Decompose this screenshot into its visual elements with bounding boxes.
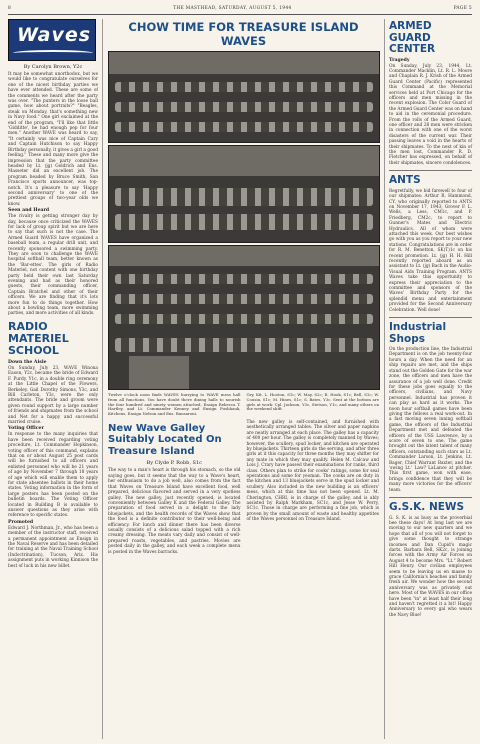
divider <box>389 317 472 318</box>
ants-text: Regretfully, we bid farewell to four of our shipmates: Arthur R. Hammond, CY, who originally reported to ANTS on November 17, 1943; Grover F. L. Wells, a Less, CM1c, and P. Friedberg, CM2c, to report to Gunner's Mates and Electric Hydraulics. All of whom were attached this week. Our best wishes go with you as you report to your new stations. Congratulations are in order for R. M. Benetton, SK(T)1c on his recent promotion. Lt. (jg) H. H. Hill recently reported aboard as an assistant to Lt. (jg) Bach in the Audio-Visual Aids Training Program. ANTS Waves take this opportunity to express their appreciation to the committee and sponsors of the Waves' Birthday Party for the splendid menu and entertainment provided for the Second Anniversary Celebration. Well done! <box>389 188 472 313</box>
chow-time-headline: CHOW TIME FOR TREASURE ISLAND WAVES <box>128 20 359 48</box>
waves-article-text: It may be somewhat unorthodox, but we would like to congratulate ourselves for one of the nicest birthday parties we have ever attended. These are some of the comments we heard after the party was over. "The punters in the loose ball game, how about portraits?" "Beagles, steak on Monday, that's something new in Navy food." One girl exclaimed at the end of the program, "I'll like that little 'Gidditte', he had enough pep for four men." Another WAVE was heard to say, "It certainly was nice of Captain Cary and Captain Hutchison to say Happy Birthday personally, it gives a girl a good feeling." These and many more give the impression that the party committee headed by Lt. (jg) Goldrich and Ens. Masseter did an excellent job. The program headed by Bruce Smith, San Francisco sports announcer, was top-notch. It's a pleasure to say 'Happy second anniversary' to one of the prettiest groups of two-year olds we know. <box>8 72 98 207</box>
wave-galley-headline: New Wave Galley Suitably Located On Treasure Island <box>108 422 222 457</box>
industrial-shops-text: On the production line, the Industrial Department is on the job twenty-four hours a day. When the need for an ship repairs are met, and the ships stand out the Golden Gate for the war zone, the officers and men have the assurance of a job well done. Credit for these jobs goes equally to the officers, civilians, and Navy personnel. Industrial has proven it can play as hard as it works. The noon hour softball games have been giving the fellows a real work-out. In a fast moving seven inning softball game, the officers of the Industrial Department met and defeated the officers of the USS Lawrence, by a score of seven to one. The game brought out the latent talent of many officers, outstanding such stars as Lt. Commander Larson, Lt. Jenkins, Lt. Bager, Chief Warrant Baxter, and the 'swing Lt.' Law? LaLance at pitcher. This first game, won with ease, brings confidence that they will be many more victories for the officers' team. <box>389 347 472 493</box>
industrial-shops-headline: Industrial Shops <box>389 321 447 345</box>
photo-mess-hall <box>108 51 380 143</box>
photo-caption-left: Twelve o'clock noon finds WAVES hurrying to WAVE mess hall from all functions. You have doubt there dining halls to nourish the four hundred and ninety women attached, Ensign Rebecca T. Hartley, and Lt. Commander Kenney and Ensign Pushhauk, Kitchens, Ensign Nelson and Ens. Bausaroni. <box>108 392 241 417</box>
photo-caption-right: Gry, Kit, L. Hooton, S1c; W. May, S2c; R. Hook, S1c; Bell, S1c; W. Cousin, S1c; M. Hines, S1c; S. Bates, Y3c. Sent at the bottom are girls at work: Cpl. Jackson, Y3c, Stetson, Y1c, and many others on the weekend shift. <box>246 392 379 412</box>
radio-materiel-headline: RADIO MATERIEL SCHOOL <box>8 319 69 357</box>
ants-headline: ANTS <box>389 174 421 187</box>
divider <box>389 170 472 171</box>
wave-galley-byline: By Clyde P. Robb, S1c <box>146 460 202 467</box>
photo-serving-line <box>108 145 380 243</box>
waves-logo-text: Waves <box>17 24 92 46</box>
waves-byline: By Carolyn Brown, Y2c <box>23 64 83 70</box>
radio-text-promoted: Edward J. Northman, Jr., who has been a member of the instructor staff, received a permanent appointment as Ensign in the Naval Reserve and has been detailed for training at the Naval Training School (Indoctrination), Tucson, Ariz. His assignment puts in working Kinnison the best of luck in his new billet. <box>8 525 98 569</box>
seen-heard-subhead: Seen and Heard <box>8 208 50 214</box>
galley-story-column-1 <box>108 420 241 555</box>
radio-text-voting: In response to the many inquiries that have been received regarding voting procedure, Lt. Commander Hopkinson, voting officer of this command, explains that on or about August 25 post cards will be furnished to all officers and enlisted personnel who will be 21 years of age by November 7 through 18 years of age which will enable them to apply for state absentee ballots in their home states. Voting information in the form of large posters has been posted on the bulletin boards. The Voting Officer located in Building B is available to answer questions as they arise with reference to specific states. <box>8 432 98 519</box>
gsk-news-text: G. S. K. is as busy as the proverbial bee these days! At long last we are moving to our new quarters and we hope that all of you will not forget to give some thought to strange incomes and Dan Cupid's magic darts. Barbara Bell, SK2c, is joining forces with the Army Air Forces on August 4 to become Mrs. "Lt." Robert Hill Henry. Our civilian employees seem to be leaving us en masse to grace California's beaches and family fresh air. We wonder how the second anniversary was as privately out here. Most of the WAVES in our office have been "in" at least half their long and haven't regretted it a bit! Happy Anniversary to every gal who wears the Navy Blue! <box>389 515 472 618</box>
armed-guard-headline: ARMED GUARD CENTER <box>389 20 436 55</box>
masthead-page: PAGE 5 <box>453 6 472 11</box>
galley-story-column-2 <box>247 420 380 555</box>
wave-galley-text-2: The new galley is self-contained, and furnished with aesthetically arranged tables. The silver and paper napkins are neatly arranged at each place. The galley has a capacity of 400 per hour. The galley is completely manned by Waves; however, the scullery, spud locker, and kitchen are operated by bluejackets. Thirteen girls do the serving, and after three girls at it this capacity for three months they may shifter for any mate in which they may qualify. Helen M. Calcaw and Lois J. Crary have passed their examinations for ranks, third class. Others plan to strike for cooks' ratings, some for seal operations and some for yeoman. The cooks are on duty in the kitchen and 13 bluejackets serve in the spud locker and scullery. Also included in the new building is an officers' mess, which at this time has not been opened. Lt. M. Cherington, CHRI, is in charge of the galley, and is ably assisted by Ralph Markham, SC1c, and Jesse W. Perry, SC1c. Those in charge are performing a fine job, which is proven by the small amount of waste and healthy appetites of the Waves personnel on Treasure Island. <box>246 419 379 523</box>
radio-subhead-promoted: Promoted <box>8 519 34 525</box>
right-column <box>385 19 472 739</box>
photo-waves-dining <box>108 245 380 390</box>
gsk-news-headline: G.S.K. NEWS <box>389 501 465 514</box>
left-column <box>8 19 103 739</box>
armed-guard-text: On Sunday, July 23, 1944, Lt. Commander Macklin, Lt. R. L. Moore and Chaplain R. J. Krish of the Armed Guard Center (Pacific) represented this Command at the Memorial services held at Port Chicago for the officers and men missing in the recent explosion. The Color Guard of the Armed Guard Center was on hand to aid in the ceremonial procedure. From the rolls of the Armed Guard, one officer and 28 men were stricken in connection with one of the worst disasters of the current war. Their passing leaves a void in the hearts of their shipmates. To the next of kin of the men lost, Commander R. D. Fletcher has expressed, on behalf of their shipmates, sincere condolences. <box>389 63 472 166</box>
masthead-left: 8 <box>8 6 12 11</box>
divider <box>389 497 472 498</box>
masthead <box>8 6 472 15</box>
radio-text-wedding: On Sunday, July 23, WAVE Winona Eason, Y2c, became the bride of Edward F. Purdy, Y1c, in a double ring ceremony at the Little Chapel of the Flowers, Berkeley. Gail Dorothy Simons, Y3c, and Bill Carleton, Y3c, were the only attendants. The bride and groom were given round support by a large number of friends and shipmates from the school and Net for a happy and successful married cruise. <box>8 365 98 425</box>
wave-line-icon <box>13 50 93 56</box>
waves-logo <box>8 19 96 61</box>
radio-subhead-down-aisle: Down the Aisle <box>8 359 47 365</box>
wave-galley-text: The way to a man's heart is through his stomach, so the old saying goes, but it seems that the way to a Wave's heart, her enthusiasm to do a job well, also comes from the fact that Waves on Treasure Island have excellent food, well prepared, delicious flavored and served in a very spotless galley. The new galley, just recently opened, is located conveniently between Galley K and the Federal Galley. The preparation of food served in a delight to the lady bluejackets, and the health records of the Waves show that the food is a definite contributor to their well-being and efficiency. For lunch and dinner there has been diverse usually consists of a delicious salad topped with a rich creamy dressing. The meats vary daily and consist of well-prepared roasts, vegetables, and pastries. Movies are posted daily in the galley, and each week a complete menu is posted in the Waves barracks. <box>108 468 241 555</box>
masthead-title: THE MASTHEAD, SATURDAY, AUGUST 5, 1944 <box>173 6 292 11</box>
armed-guard-subhead: Tragedy <box>389 57 410 63</box>
waves-article-text-2: The rivalry is getting stronger day by day, because once criticized the WAVES for lack of group spirit but we are here to say that such is not the case. The Armed Guard WAVES have organized a baseball team, a regular drill unit, and recently sponsored a swimming party. They are soon to challenge the WAVE hospital softball team, better known as the 'Bar-ettes'. The girls of Radio Materiel, not content with one birthday party held their own last Saturday evening and had as their honored guests, their commanding officer, Captain Bratchel and other of their officers. We are finding that it's lots more fun to do things together. How about a bowling team, more swimming parties, and more activities of all kinds. <box>8 214 98 317</box>
center-column <box>103 19 385 739</box>
radio-subhead-voting: Voting Officer <box>8 426 44 432</box>
